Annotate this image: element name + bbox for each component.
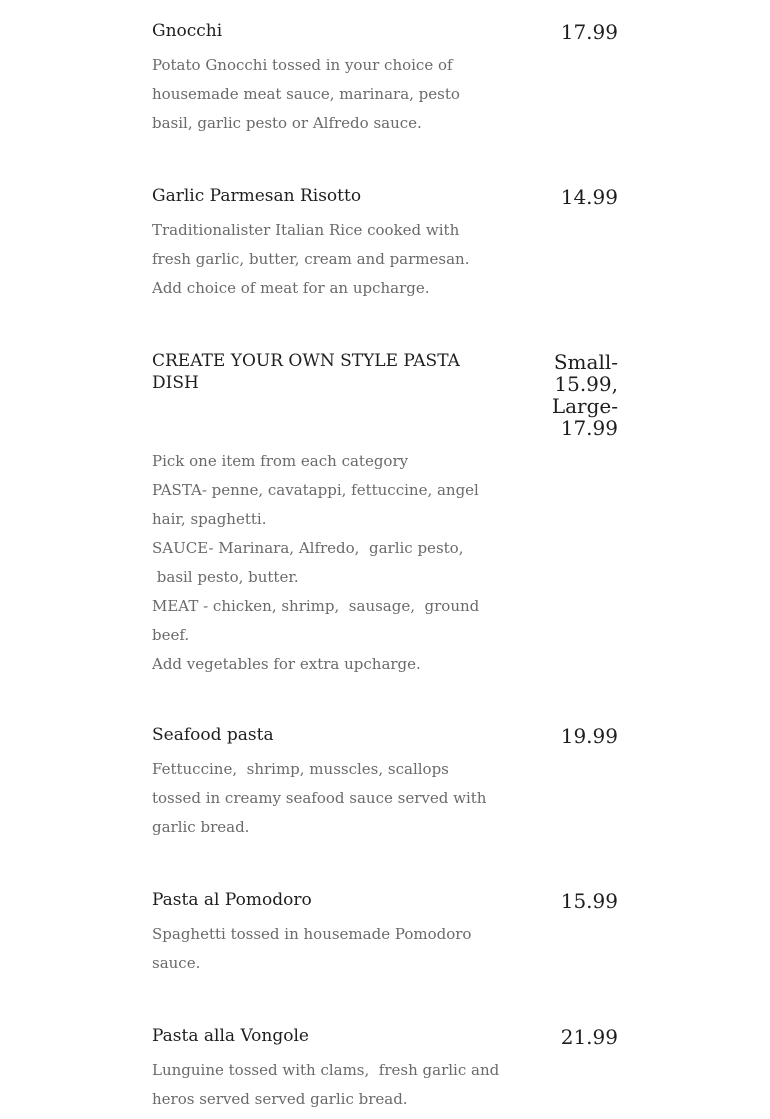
item-description xyxy=(152,920,492,978)
menu-item-create-your-own-pasta xyxy=(152,350,618,680)
menu-item-seafood-pasta xyxy=(152,724,618,844)
description-line: Fettuccine, shrimp, musscles, scallops xyxy=(152,760,449,778)
item-price xyxy=(498,351,618,439)
price-line: Large- xyxy=(551,394,618,418)
item-description xyxy=(152,755,512,842)
item-name xyxy=(152,350,482,394)
menu-item-gnocchi xyxy=(152,20,618,140)
description-line: Spaghetti tossed in housemade Pomodoro xyxy=(152,925,472,943)
menu-item-garlic-parmesan-risotto xyxy=(152,185,618,305)
description-line: SAUCE- Marinara, Alfredo, garlic pesto, xyxy=(152,539,464,557)
description-line: Lunguine tossed with clams, fresh garlic and xyxy=(152,1061,500,1079)
description-line: tossed in creamy seafood sauce served with xyxy=(152,789,487,807)
item-price: 14.99 xyxy=(560,185,618,209)
description-line: MEAT - chicken, shrimp, sausage, ground xyxy=(152,597,480,615)
item-price: 19.99 xyxy=(560,724,618,748)
description-line: heros served served garlic bread. xyxy=(152,1090,408,1108)
price-line: Small- xyxy=(553,350,618,374)
description-line: hair, spaghetti. xyxy=(152,510,267,528)
menu-item-pasta-alla-vongole xyxy=(152,1025,618,1117)
description-line: PASTA- penne, cavatappi, fettuccine, angel xyxy=(152,481,479,499)
description-line: Traditionalister Italian Rice cooked with xyxy=(152,221,460,239)
item-price: 17.99 xyxy=(560,20,618,44)
description-line: garlic bread. xyxy=(152,818,250,836)
item-name-line: DISH xyxy=(152,373,199,393)
item-name: Pasta alla Vongole xyxy=(152,1026,309,1046)
item-name: Pasta al Pomodoro xyxy=(152,890,312,910)
description-line: Add choice of meat for an upcharge. xyxy=(152,279,430,297)
price-line: 17.99 xyxy=(560,416,618,440)
price-line: 15.99, xyxy=(554,372,618,396)
item-name-line: CREATE YOUR OWN STYLE PASTA xyxy=(152,351,460,371)
description-line: basil pesto, butter. xyxy=(152,568,299,586)
item-price: 21.99 xyxy=(560,1025,618,1049)
menu-item-pasta-al-pomodoro xyxy=(152,889,618,979)
item-description xyxy=(152,216,492,303)
description-line: fresh garlic, butter, cream and parmesan. xyxy=(152,250,470,268)
description-line: beef. xyxy=(152,626,190,644)
item-name: Garlic Parmesan Risotto xyxy=(152,186,362,206)
description-line: basil, garlic pesto or Alfredo sauce. xyxy=(152,114,422,132)
item-price: 15.99 xyxy=(560,889,618,913)
item-description xyxy=(152,51,492,138)
item-name: Gnocchi xyxy=(152,21,223,41)
item-description xyxy=(152,1056,522,1114)
item-description xyxy=(152,447,512,679)
item-name: Seafood pasta xyxy=(152,725,274,745)
description-line: Pick one item from each category xyxy=(152,452,409,470)
description-line: Potato Gnocchi tossed in your choice of xyxy=(152,56,453,74)
description-line: housemade meat sauce, marinara, pesto xyxy=(152,85,460,103)
description-line: Add vegetables for extra upcharge. xyxy=(152,655,421,673)
description-line: sauce. xyxy=(152,954,201,972)
